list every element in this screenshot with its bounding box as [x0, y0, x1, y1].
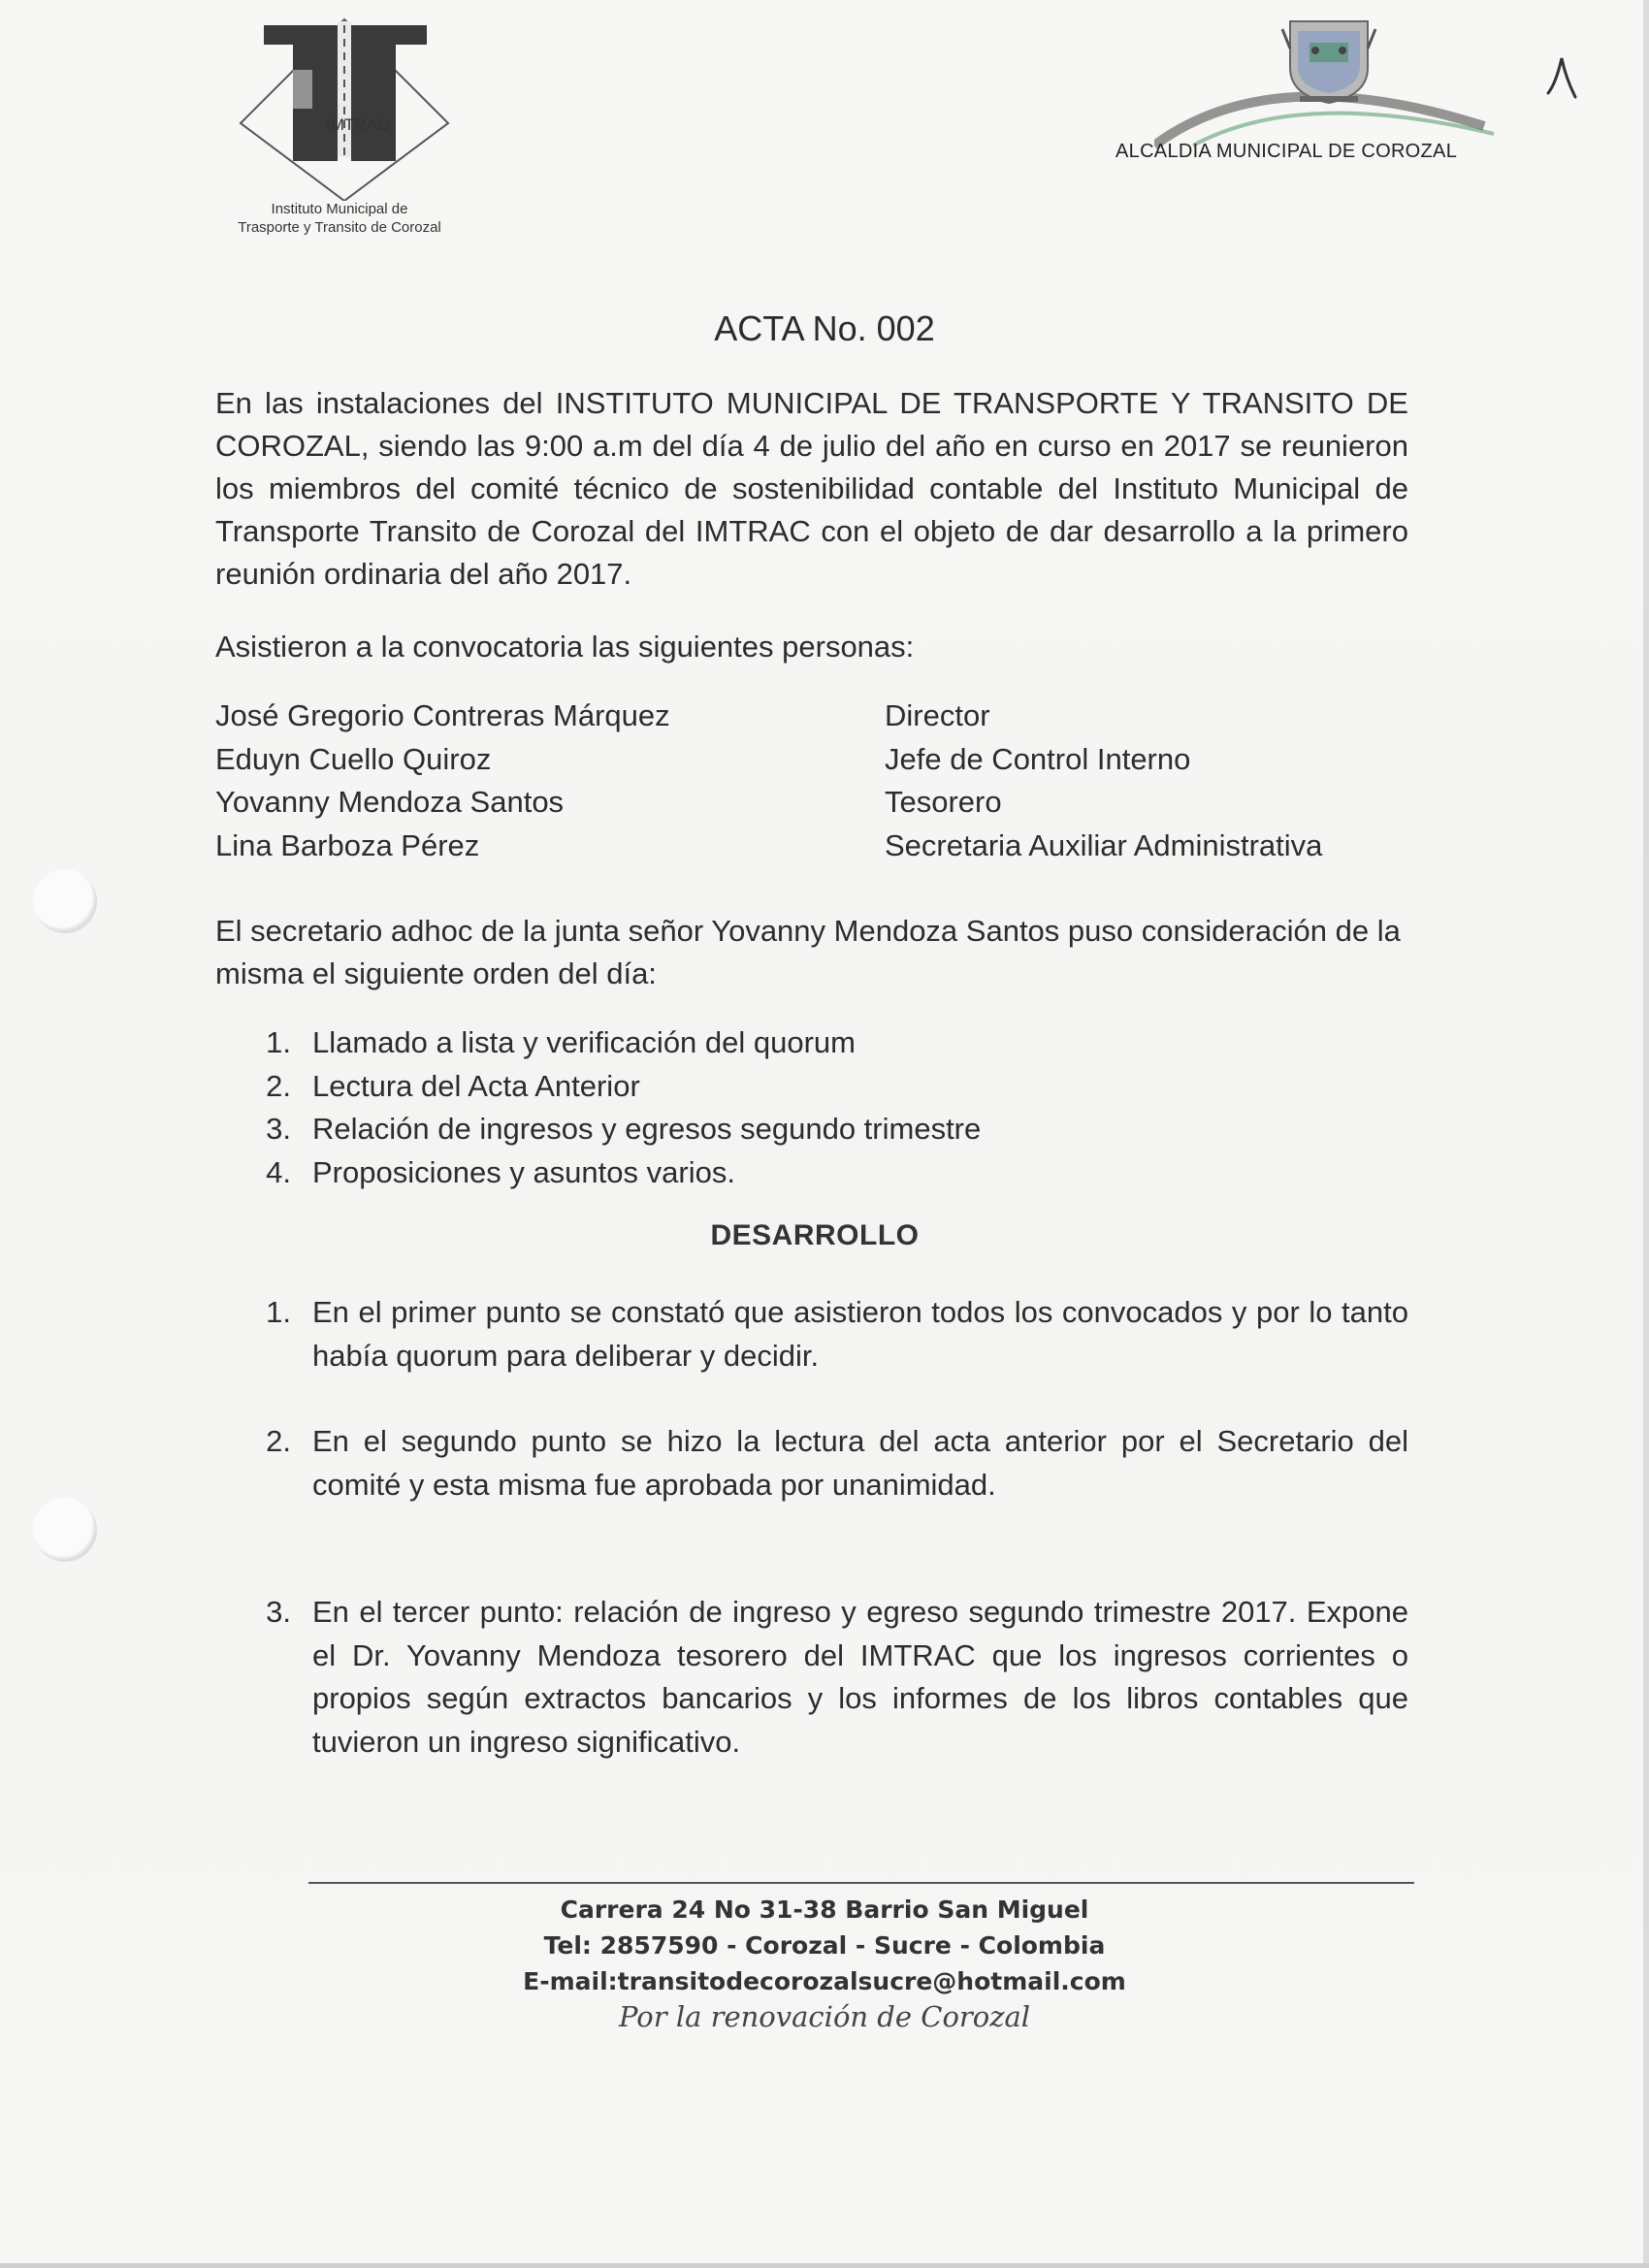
development-item-text: En el tercer punto: relación de ingreso y egreso segundo trimestre 2017. Expone el Dr. Yovanny Mendoza tesorero del IMTRAC que los ingresos corrientes o propios según extractos bancarios y los informes de los libros contables que tuvieron un ingreso significativo. — [312, 1595, 1408, 1759]
footer-address: Carrera 24 No 31-38 Barrio San Miguel — [560, 1895, 1089, 1924]
agenda-item — [215, 1151, 1408, 1195]
agenda-item-text: Proposiciones y asuntos varios. — [312, 1154, 735, 1189]
development-item-number: 2. — [266, 1424, 291, 1458]
agenda-item — [215, 1021, 1408, 1065]
scan-edge — [1643, 0, 1649, 2268]
agenda-item-text: Relación de ingresos y egresos segundo trimestre — [312, 1112, 982, 1146]
footer-phone: Tel: 2857590 - Corozal - Sucre - Colombia — [543, 1931, 1106, 1960]
imtrac-caption — [194, 200, 485, 237]
development-item-number: 3. — [266, 1595, 291, 1629]
attendee-row — [215, 781, 1418, 825]
imtrac-caption-line2: Trasporte y Transito de Corozal — [238, 219, 441, 236]
attendee-role: Jefe de Control Interno — [885, 741, 1191, 776]
agenda-item-number: 4. — [266, 1154, 291, 1189]
imtrac-logo-text: IMTRAC — [326, 115, 390, 134]
alcaldia-name: ALCALDIA MUNICIPAL DE COROZAL — [1116, 141, 1458, 162]
imtrac-logo — [233, 12, 456, 201]
footer-slogan: Por la renovación de Corozal — [618, 2000, 1031, 2033]
attendee-role: Director — [885, 698, 990, 732]
attendees-list — [215, 695, 1418, 867]
attendee-role: Secretaria Auxiliar Administrativa — [885, 827, 1323, 862]
scan-bottom-edge — [0, 2263, 1649, 2268]
footer-divider — [308, 1882, 1414, 1884]
attendee-name: José Gregorio Contreras Márquez — [215, 698, 670, 732]
attendee-name: Eduyn Cuello Quiroz — [215, 741, 492, 776]
agenda-item — [215, 1108, 1408, 1151]
agenda-item — [215, 1065, 1408, 1109]
agenda-item-number: 3. — [266, 1112, 291, 1146]
development-item-text: En el segundo punto se hizo la lectura del acta anterior por el Secretario del comité y esta misma fue aprobada por unanimidad. — [312, 1424, 1408, 1502]
attendee-row — [215, 825, 1418, 868]
intro-paragraph: En las instalaciones del INSTITUTO MUNICIPAL DE TRANSPORTE Y TRANSITO DE COROZAL, siendo las 9:00 a.m del día 4 de julio del año en curso en 2017 se reunieron los miembros del comité técnico de sostenibilidad contable del Instituto Municipal de Transporte Transito de Corozal del IMTRAC con el objeto de dar desarrollo a la primero reunión ordinaria del año 2017. — [215, 386, 1408, 591]
development-heading: DESARROLLO — [710, 1219, 920, 1251]
development-item — [215, 1420, 1408, 1507]
development-item — [215, 1591, 1408, 1764]
agenda-list — [215, 1021, 1408, 1194]
handwritten-page-number — [1542, 50, 1581, 109]
attendee-role: Tesorero — [885, 785, 1002, 819]
footer — [0, 1892, 1649, 2035]
agenda-intro-paragraph: El secretario adhoc de la junta señor Yovanny Mendoza Santos puso consideración de la misma el siguiente orden del día: — [215, 914, 1401, 990]
development-item-text: En el primer punto se constató que asistieron todos los convocados y por lo tanto había quorum para deliberar y decidir. — [312, 1295, 1408, 1373]
footer-email: E-mail:transitodecorozalsucre@hotmail.com — [523, 1967, 1126, 1995]
attendee-name: Yovanny Mendoza Santos — [215, 785, 565, 819]
alcaldia-crest-logo — [1154, 10, 1504, 155]
agenda-item-number: 1. — [266, 1025, 291, 1059]
development-item — [215, 1291, 1408, 1377]
development-item-number: 1. — [266, 1295, 291, 1329]
attendees-intro: Asistieron a la convocatoria las siguientes personas: — [215, 630, 915, 664]
punch-hole — [33, 1498, 97, 1562]
document-title: ACTA No. 002 — [714, 308, 935, 348]
agenda-item-text: Llamado a lista y verificación del quorum — [312, 1025, 856, 1059]
imtrac-caption-line1: Instituto Municipal de — [271, 201, 408, 217]
attendee-row — [215, 695, 1418, 738]
punch-hole — [33, 869, 97, 933]
agenda-item-number: 2. — [266, 1068, 291, 1103]
attendee-row — [215, 738, 1418, 782]
attendee-name: Lina Barboza Pérez — [215, 827, 480, 862]
agenda-item-text: Lectura del Acta Anterior — [312, 1068, 640, 1103]
